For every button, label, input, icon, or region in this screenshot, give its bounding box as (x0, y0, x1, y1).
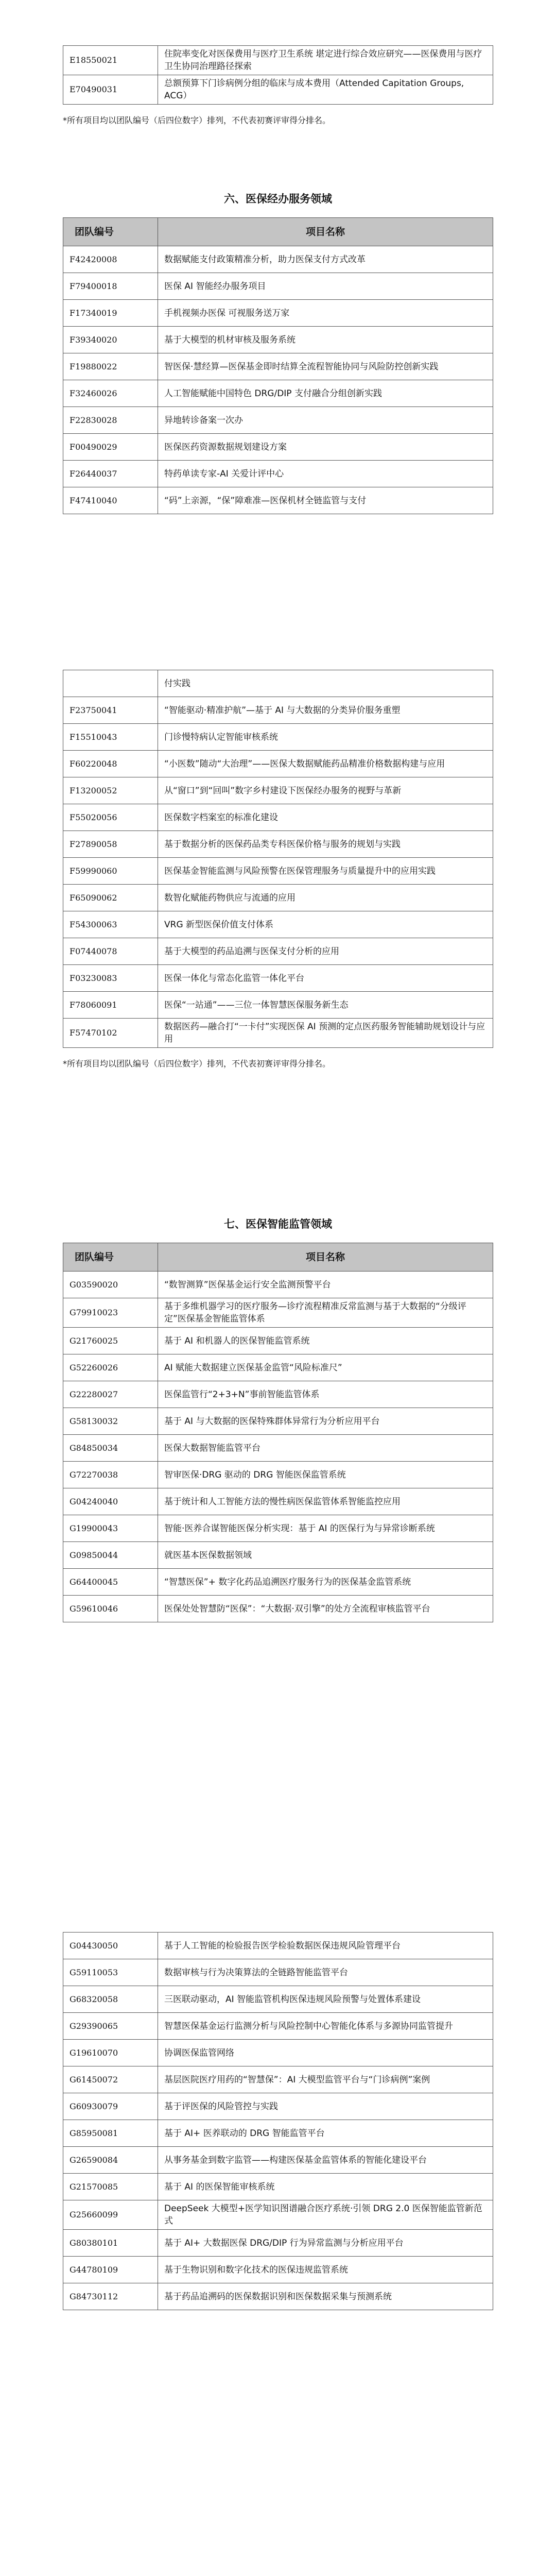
project-name-cell: 医保数字档案室的标准化建设 (158, 804, 493, 831)
table-row (63, 992, 493, 1019)
header-project-name: 项目名称 (158, 1243, 493, 1272)
project-name-cell: 基层医院医疗用药的“智慧保”：AI 大模型监管平台与“门诊病例”案例 (158, 2066, 493, 2093)
table-row (63, 1959, 493, 1986)
team-id-cell: F65090062 (63, 885, 158, 911)
project-name-cell: 数据医药—融合打“一卡付”实现医保 AI 预测的定点医药服务智能辅助规划设计与应用 (158, 1019, 493, 1048)
table-row (63, 273, 493, 300)
project-name-cell: 三医联动驱动，AI 智能监管机构医保违规风险预警与处置体系建设 (158, 1986, 493, 2013)
table-row (63, 1272, 493, 1298)
table-row (63, 2066, 493, 2093)
project-name-cell: 特药单读专家-AI 关爱计评中心 (158, 461, 493, 487)
table-row (63, 1381, 493, 1408)
team-id-cell: F03230083 (63, 965, 158, 992)
table-row (63, 1019, 493, 1048)
project-name-cell: 基于 AI+ 医养联动的 DRG 智能监管平台 (158, 2120, 493, 2147)
project-name-cell: 医保“一站通”——三位一体智慧医保服务新生态 (158, 992, 493, 1019)
ranking-note: *所有项目均以团队编号（后四位数字）排列，不代表初赛评审得分排名。 (63, 115, 331, 125)
project-name-cell: 数据赋能支付政策精准分析，助力医保支付方式改革 (158, 246, 493, 273)
table-row (63, 246, 493, 273)
project-name-cell: 智能·医养合谋智能医保分析实现：基于 AI 的医保行为与异常诊断系统 (158, 1515, 493, 1542)
team-id-cell: G64400045 (63, 1569, 158, 1596)
project-name-cell: 基于生物识别和数字化技术的医保违规监管系统 (158, 2257, 493, 2283)
team-id-cell: G52260026 (63, 1354, 158, 1381)
table-row (63, 1986, 493, 2013)
table-row (63, 858, 493, 885)
team-id-cell: E70490031 (63, 75, 158, 105)
team-id-cell: G29390065 (63, 2013, 158, 2040)
team-id-cell: G72270038 (63, 1462, 158, 1488)
team-id-cell: G79910023 (63, 1298, 158, 1328)
section-7 (63, 1216, 493, 1622)
team-id-cell: F23750041 (63, 697, 158, 724)
project-name-cell: 基于 AI+ 大数据医保 DRG/DIP 行为异常监测与分析应用平台 (158, 2230, 493, 2257)
table-row (63, 1462, 493, 1488)
table-row (63, 777, 493, 804)
team-id-cell: G21570085 (63, 2174, 158, 2200)
table-row (63, 2200, 493, 2230)
table-row (63, 2013, 493, 2040)
team-id-cell: G03590020 (63, 1272, 158, 1298)
table-header-row (63, 218, 493, 246)
team-id-cell: G19900043 (63, 1515, 158, 1542)
team-id-cell: G60930079 (63, 2093, 158, 2120)
table-row (63, 1435, 493, 1462)
project-name-cell: 智审医保·DRG 驱动的 DRG 智能医保监管系统 (158, 1462, 493, 1488)
team-id-cell: G19610070 (63, 2040, 158, 2066)
team-id-cell: G58130032 (63, 1408, 158, 1435)
team-id-cell: F17340019 (63, 300, 158, 327)
team-id-cell: F78060091 (63, 992, 158, 1019)
project-name-cell: “智能驱动·精准护航”—基于 AI 与大数据的分类异价服务重塑 (158, 697, 493, 724)
team-id-cell: G44780109 (63, 2257, 158, 2283)
project-name-cell: 从事务基金到数字监管——构建医保基金监管体系的智能化建设平台 (158, 2147, 493, 2174)
project-name-cell: 数据审核与行为决策算法的全链路智能监管平台 (158, 1959, 493, 1986)
team-id-cell: F60220048 (63, 751, 158, 777)
table-row (63, 1328, 493, 1354)
project-name-cell: AI 赋能大数据建立医保基金监管“风险标准尺” (158, 1354, 493, 1381)
ranking-note: *所有项目均以团队编号（后四位数字）排列，不代表初赛评审得分排名。 (63, 1059, 331, 1069)
team-id-cell: G85950081 (63, 2120, 158, 2147)
project-name-cell: 医保大数据智能监管平台 (158, 1435, 493, 1462)
team-id-cell: F42420008 (63, 246, 158, 273)
team-id-cell: F32460026 (63, 380, 158, 407)
team-id-cell: G04240040 (63, 1488, 158, 1515)
table-row (63, 353, 493, 380)
header-team-id: 团队编号 (63, 218, 158, 246)
table-row (63, 965, 493, 992)
table-block-3 (63, 670, 493, 1072)
team-id-cell: F13200052 (63, 777, 158, 804)
project-name-cell: VRG 新型医保价值支付体系 (158, 911, 493, 938)
project-name-cell: 医保监管行“2+3+N”事前智能监管体系 (158, 1381, 493, 1408)
project-name-cell: “数智测算”医保基金运行安全监测预警平台 (158, 1272, 493, 1298)
table-row (63, 461, 493, 487)
table-row (63, 1515, 493, 1542)
project-name-cell: “小医数”随动“大治理”——医保大数据赋能药品精准价格数据构建与应用 (158, 751, 493, 777)
table-row (63, 407, 493, 434)
team-id-cell: G22280027 (63, 1381, 158, 1408)
team-id-cell: F54300063 (63, 911, 158, 938)
table-row (63, 327, 493, 353)
table-row (63, 1542, 493, 1569)
table-row (63, 911, 493, 938)
project-name-cell: 医保一体化与常态化监管一体化平台 (158, 965, 493, 992)
project-name-cell: 住院率变化对医保费用与医疗卫生系统 堪定进行综合效应研究——医保费用与医疗卫生协同治理路径探索 (158, 46, 493, 75)
table-section-6 (63, 217, 493, 514)
team-id-cell: F79400018 (63, 273, 158, 300)
table-row (63, 697, 493, 724)
section-6 (63, 191, 493, 514)
project-name-cell: 医保处处智慧防“医保”：“大数据·双引擎”的处方全流程审核监管平台 (158, 1596, 493, 1622)
table-row (63, 2230, 493, 2257)
project-name-cell: 基于大模型的药品追溯与医保支付分析的应用 (158, 938, 493, 965)
team-id-cell: G26590084 (63, 2147, 158, 2174)
header-team-id: 团队编号 (63, 1243, 158, 1272)
table-row (63, 885, 493, 911)
project-name-cell: 就医基本医保数据领域 (158, 1542, 493, 1569)
team-id-cell: G25660099 (63, 2200, 158, 2230)
table-row (63, 831, 493, 858)
project-name-cell: 基于药品追溯码的医保数据识别和医保数据采集与预测系统 (158, 2283, 493, 2310)
team-id-cell: F07440078 (63, 938, 158, 965)
table-row (63, 1933, 493, 1959)
table-row (63, 1596, 493, 1622)
team-id-cell: G09850044 (63, 1542, 158, 1569)
table-row (63, 2147, 493, 2174)
table-block-5 (63, 1932, 493, 2310)
project-name-cell: 基于人工智能的检验报告医学检验数据医保违规风险管理平台 (158, 1933, 493, 1959)
table-row (63, 2040, 493, 2066)
team-id-cell: F15510043 (63, 724, 158, 751)
team-id-cell: F55020056 (63, 804, 158, 831)
team-id-cell: F57470102 (63, 1019, 158, 1048)
header-project-name: 项目名称 (158, 218, 493, 246)
table-row (63, 380, 493, 407)
project-name-cell: “码”上亲源，“保”障难准—医保机材全链监管与支付 (158, 487, 493, 514)
section-title: 六、医保经办服务领域 (224, 193, 332, 205)
team-id-cell: G68320058 (63, 1986, 158, 2013)
table-block-1 (63, 45, 493, 128)
team-id-cell: F22830028 (63, 407, 158, 434)
table-row (63, 1488, 493, 1515)
team-id-cell: G84730112 (63, 2283, 158, 2310)
table-section-7 (63, 1243, 493, 1622)
table-row (63, 2257, 493, 2283)
project-name-cell: 基于评医保的风险管控与实践 (158, 2093, 493, 2120)
table-row (63, 938, 493, 965)
project-name-cell: 基于 AI 和机器人的医保智能监管系统 (158, 1328, 493, 1354)
team-id-cell: F26440037 (63, 461, 158, 487)
table-row (63, 300, 493, 327)
project-name-cell: DeepSeek 大模型+医学知识图谱融合医疗系统·引领 DRG 2.0 医保智能监管新范式 (158, 2200, 493, 2230)
project-name-cell: 医保医药资源数据规划建设方案 (158, 434, 493, 461)
table-row (63, 1408, 493, 1435)
team-id-cell: F00490029 (63, 434, 158, 461)
team-id-cell: G80380101 (63, 2230, 158, 2257)
table-row (63, 751, 493, 777)
project-name-cell: 基于多维机器学习的医疗服务—诊疗流程精准反常监测与基于大数据的“分级评定”医保基金智能监管体系 (158, 1298, 493, 1328)
project-name-cell: 门诊慢特病认定智能审核系统 (158, 724, 493, 751)
table-row (63, 670, 493, 697)
table-row (63, 2093, 493, 2120)
table-row (63, 2120, 493, 2147)
team-id-cell: G59610046 (63, 1596, 158, 1622)
team-id-cell: F39340020 (63, 327, 158, 353)
project-name-cell: 人工智能赋能中国特色 DRG/DIP 支付融合分组创新实践 (158, 380, 493, 407)
project-name-cell: 医保基金智能监测与风险预警在医保管理服务与质量提升中的应用实践 (158, 858, 493, 885)
table-row (63, 434, 493, 461)
team-id-cell: G21760025 (63, 1328, 158, 1354)
table-section-6-cont (63, 670, 493, 1048)
project-name-cell: 基于统计和人工智能方法的慢性病医保监管体系智能监控应用 (158, 1488, 493, 1515)
project-name-cell: 基于 AI 与大数据的医保特殊群体异常行为分析应用平台 (158, 1408, 493, 1435)
project-name-cell: 智慧医保基金运行监测分析与风险控制中心智能化体系与多源协同监管提升 (158, 2013, 493, 2040)
project-name-cell: 智医保·慧经算—医保基金即时结算全流程智能协同与风险防控创新实践 (158, 353, 493, 380)
table-header-row (63, 1243, 493, 1272)
table-row (63, 46, 493, 75)
section-title: 七、医保智能监管领域 (224, 1218, 332, 1230)
project-name-cell: 异地转诊备案一次办 (158, 407, 493, 434)
project-name-cell: 从“窗口”到“回叫”数字乡村建设下医保经办服务的视野与革新 (158, 777, 493, 804)
project-name-cell: 基于大模型的机材审核及服务系统 (158, 327, 493, 353)
table-1 (63, 45, 493, 105)
table-row (63, 724, 493, 751)
project-name-cell: 总额预算下门诊病例分组的临床与成本费用（Attended Capitation Groups, ACG） (158, 75, 493, 105)
table-row (63, 1569, 493, 1596)
table-row (63, 1298, 493, 1328)
project-name-cell: 基于数据分析的医保药品类专科医保价格与服务的规划与实践 (158, 831, 493, 858)
team-id-cell: F59990060 (63, 858, 158, 885)
project-name-cell: “智慧医保”+ 数字化药品追溯医疗服务行为的医保基金监管系统 (158, 1569, 493, 1596)
team-id-cell: E18550021 (63, 46, 158, 75)
team-id-cell: F19880022 (63, 353, 158, 380)
project-name-cell: 手机视频办医保 可视服务送万家 (158, 300, 493, 327)
team-id-cell: G59110053 (63, 1959, 158, 1986)
table-row (63, 804, 493, 831)
table-row (63, 2283, 493, 2310)
project-name-cell: 基于 AI 的医保智能审核系统 (158, 2174, 493, 2200)
table-row (63, 487, 493, 514)
team-id-cell: G84850034 (63, 1435, 158, 1462)
team-id-cell: G61450072 (63, 2066, 158, 2093)
table-row (63, 75, 493, 105)
team-id-cell: F47410040 (63, 487, 158, 514)
project-name-cell: 医保 AI 智能经办服务项目 (158, 273, 493, 300)
project-name-cell: 协调医保监管网络 (158, 2040, 493, 2066)
table-row (63, 1354, 493, 1381)
table-section-7-cont-a (63, 1932, 493, 2310)
table-row (63, 2174, 493, 2200)
team-id-cell: G04430050 (63, 1933, 158, 1959)
project-name-cell: 付实践 (158, 670, 493, 697)
team-id-cell (63, 670, 158, 697)
team-id-cell: F27890058 (63, 831, 158, 858)
project-name-cell: 数智化赋能药物供应与流通的应用 (158, 885, 493, 911)
